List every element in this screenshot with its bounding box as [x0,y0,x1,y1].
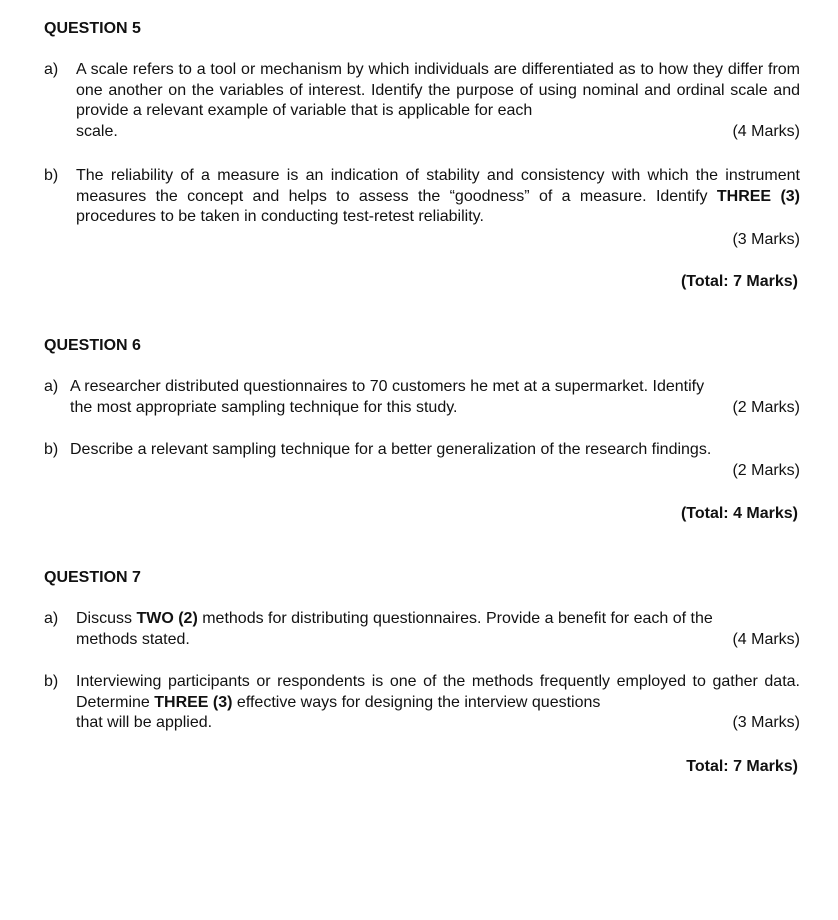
question-5a [44,60,800,142]
item-body-mid: effective ways for designing the interview questions [232,693,601,711]
marks-label: (3 Marks) [732,714,800,731]
item-text [70,377,800,418]
item-body: A scale refers to a tool or mechanism by which individuals are differentiated as to how they differ from one another on the variables of interest. Identify the purpose of using nominal and ordinal scale and provide a relevant example of variable that is applicable for each [76,61,800,119]
item-last-line [76,630,800,651]
item-body: Discuss [76,610,137,627]
item-label: b) [44,441,59,458]
item-body: Describe a relevant sampling technique for a better generalization of the research findings. [70,441,712,458]
item-body-mid: methods for distributing questionnaires. Provide a benefit for each of the [197,610,713,627]
item-last-line [76,713,800,734]
item-body: A researcher distributed questionnaires to 70 customers he met at a supermarket. Identify [70,378,705,395]
question-5-title: QUESTION 5 [44,20,141,37]
item-text [70,440,800,481]
item-label: a) [44,61,59,78]
question-6-title: QUESTION 6 [44,337,141,354]
marks-label: (2 Marks) [732,461,800,479]
marks-label: (4 Marks) [732,122,800,140]
question-7-total: Total: 7 Marks) [686,758,798,775]
item-label: b) [44,673,59,690]
item-emphasis: THREE (3) [716,187,800,205]
item-body-end: scale. [76,122,118,140]
item-text [76,609,800,650]
question-6-total: (Total: 4 Marks) [680,505,798,522]
question-7a [44,609,800,650]
item-text [76,60,800,142]
marks-label: (4 Marks) [732,630,800,648]
question-6a [44,377,800,418]
item-body-end: methods stated. [76,630,190,648]
question-5b [44,166,800,250]
item-label: b) [44,167,59,184]
item-last-line [76,122,800,143]
marks-label: (2 Marks) [732,398,800,416]
item-last-line [70,398,800,419]
item-body-end: procedures to be taken in conducting test-retest reliability. [76,208,484,225]
question-7b [44,672,800,734]
item-body-end: that will be applied. [76,714,213,731]
question-5-total: (Total: 7 Marks) [680,273,798,290]
item-text [76,166,800,250]
item-body: Interviewing participants or respondents is one of the methods frequently employed to gather data. Determine [76,673,800,711]
item-label: a) [44,610,59,627]
item-body-end: the most appropriate sampling technique for this study. [70,398,458,416]
item-body: The reliability of a measure is an indication of stability and consistency with which the instrument measures the concept and helps to assess the “goodness” of a measure. Identify [76,167,800,205]
question-7-title: QUESTION 7 [44,569,141,586]
question-6b [44,440,800,481]
item-text [76,672,800,734]
item-emphasis: TWO (2) [136,610,198,627]
item-emphasis: THREE (3) [154,693,233,711]
marks-label: (3 Marks) [732,230,800,248]
item-label: a) [44,378,59,395]
